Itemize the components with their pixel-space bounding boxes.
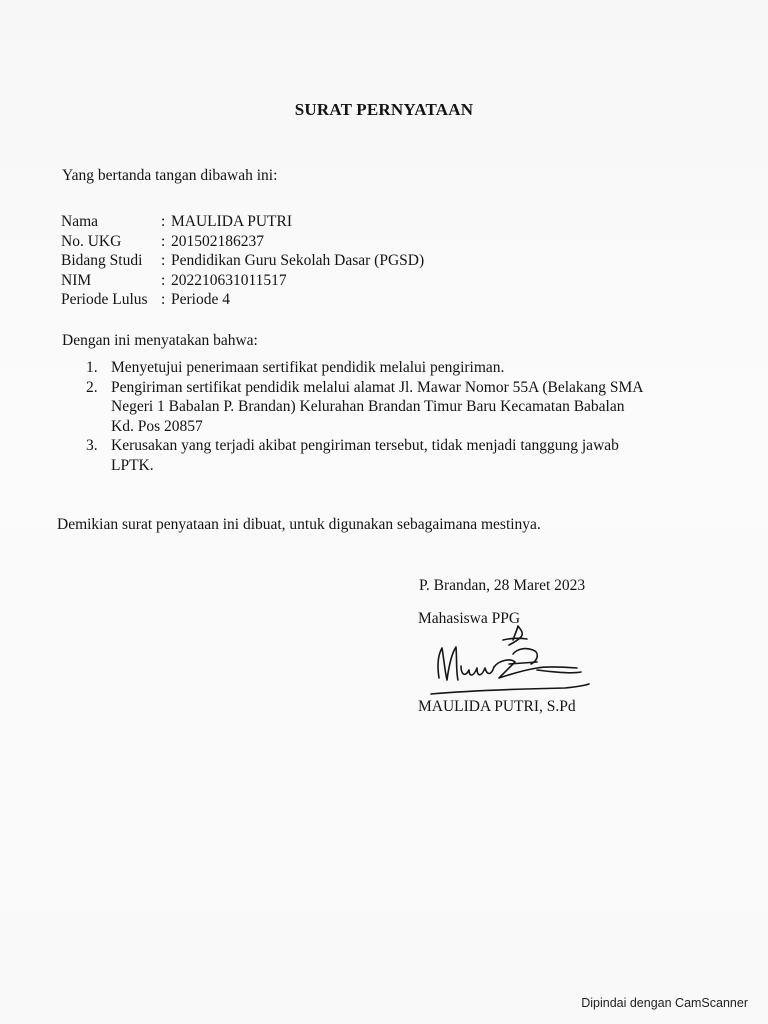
list-item-text [111, 378, 720, 437]
list-line: Kerusakan yang terjadi akibat pengiriman tersebut, tidak menjadi tanggung jawab [111, 437, 619, 454]
field-value: 201502186237 [171, 232, 264, 250]
list-line: Kd. Pos 20857 [111, 417, 203, 435]
place-date: P. Brandan, 28 Maret 2023 [419, 577, 586, 594]
document-title: SURAT PERNYATAAN [294, 100, 474, 119]
list-number: 3. [86, 437, 98, 454]
list-item [80, 358, 720, 378]
closing-text: Demikian surat penyataan ini dibuat, untuk digunakan sebagaimana mestinya. [57, 516, 541, 533]
handwritten-signature [425, 620, 595, 702]
field-colon: : [161, 232, 166, 250]
list-line: LPTK. [111, 456, 154, 474]
list-number: 2. [86, 378, 98, 396]
field-colon: : [161, 271, 166, 289]
list-line: Negeri 1 Babalan P. Brandan) Kelurahan Brandan Timur Baru Kecamatan Babalan [111, 398, 625, 415]
field-row-ukg [61, 232, 424, 252]
signer-role: Mahasiswa PPG [418, 610, 521, 627]
field-value: MAULIDA PUTRI [171, 213, 292, 230]
list-number: 1. [86, 359, 98, 376]
field-value: Periode 4 [171, 291, 230, 308]
list-item-text [111, 436, 720, 475]
identity-fields [61, 212, 424, 310]
field-colon: : [161, 252, 166, 269]
field-label: NIM [61, 271, 92, 289]
intro-text: Yang bertanda tangan dibawah ini: [62, 167, 278, 184]
field-row-name [61, 212, 424, 232]
signer-name: MAULIDA PUTRI, S.Pd [418, 698, 576, 715]
list-item [80, 436, 720, 475]
field-colon: : [161, 291, 166, 308]
field-label: Bidang Studi [61, 252, 143, 269]
field-label: Periode Lulus [61, 291, 148, 308]
field-value: 202210631011517 [171, 271, 287, 289]
statement-text: Dengan ini menyatakan bahwa: [62, 332, 258, 349]
field-label: No. UKG [61, 232, 122, 250]
field-value: Pendidikan Guru Sekolah Dasar (PGSD) [171, 252, 425, 269]
field-row-nim [61, 271, 424, 291]
statement-list [80, 358, 720, 475]
list-line: Menyetujui penerimaan sertifikat pendidik melalui pengiriman. [111, 359, 505, 376]
list-item [80, 378, 720, 437]
field-row-period [61, 290, 424, 310]
field-row-study [61, 251, 424, 271]
field-label: Nama [61, 213, 99, 230]
field-colon: : [161, 213, 166, 230]
scanner-watermark: Dipindai dengan CamScanner [581, 996, 748, 1010]
list-item-text [111, 358, 720, 378]
list-line: Pengiriman sertifikat pendidik melalui alamat Jl. Mawar Nomor 55A (Belakang SMA [111, 378, 644, 396]
